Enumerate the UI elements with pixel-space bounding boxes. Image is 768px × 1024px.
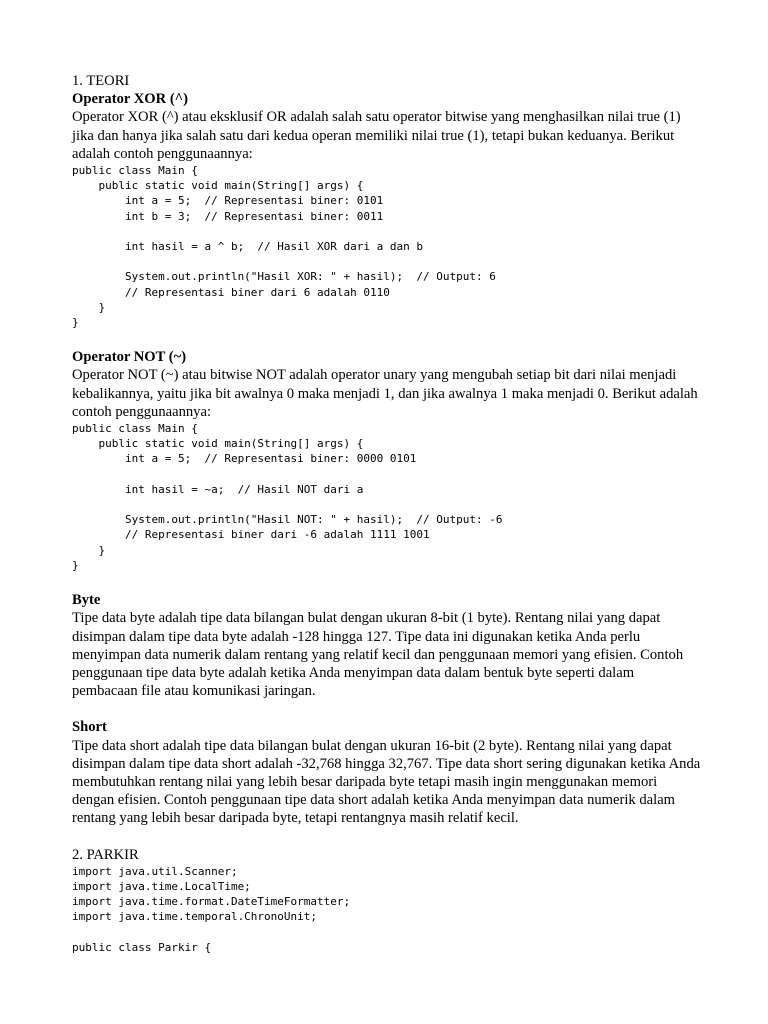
parkir-code-block: import java.util.Scanner; import java.time.LocalTime; import java.time.format.DateTimeFormatter; import java.time.temporal.ChronoUnit; public class Parkir { [72, 864, 351, 954]
document-page [72, 72, 702, 955]
xor-code-block: public class Main { public static void main(String[] args) { int a = 5; // Representasi biner: 0101 int b = 3; // Representasi biner: 0011 int hasil = a ^ b; // Hasil XOR dari a dan b System.out.println("Hasil XOR: " + hasil); // Output: 6 // Representasi biner dari 6 adalah 0110 } } [72, 164, 496, 330]
not-paragraph: Operator NOT (~) atau bitwise NOT adalah operator unary yang mengubah setiap bit dari nilai menjadi kebalikannya, yaitu jika bit awalnya 0 maka menjadi 1, dan jika awalnya 1 maka menjadi 0. Berikut adalah contoh penggunaannya: [72, 367, 698, 420]
spacer [72, 828, 702, 846]
short-paragraph: Tipe data short adalah tipe data bilangan bulat dengan ukuran 16-bit (2 byte). Rentang nilai yang dapat disimpan dalam tipe data short adalah -32,768 hingga 32,767. Tipe data short sering digunakan ketika Anda membutuhkan rentang nilai yang lebih besar daripada byte tetapi masih ingin menggunakan memori dengan efisien. Contoh penggunaan tipe data short adalah ketika Anda menyimpan data numerik dalam rentang yang lebih besar daripada byte, tetapi rentangnya masih relatif kecil. [72, 737, 701, 827]
not-code-block: public class Main { public static void main(String[] args) { int a = 5; // Representasi biner: 0000 0101 int hasil = ~a; // Hasil NOT dari a System.out.println("Hasil NOT: " + hasil); // Output: -6 // Representasi biner dari -6 adalah 1111 1001 } } [72, 422, 503, 572]
byte-title: Byte [72, 592, 101, 609]
spacer [72, 700, 702, 718]
spacer [72, 330, 702, 348]
xor-title: Operator XOR (^) [72, 91, 189, 108]
spacer [72, 573, 702, 591]
short-title: Short [72, 719, 107, 736]
byte-paragraph: Tipe data byte adalah tipe data bilangan bulat dengan ukuran 8-bit (1 byte). Rentang nilai yang dapat disimpan dalam tipe data byte adalah -128 hingga 127. Tipe data ini digunakan ketika Anda perlu menyimpan data numerik dalam rentang yang relatif kecil dan penggunaan memori yang efisien. Contoh penggunaan tipe data byte adalah ketika Anda menyimpan data dalam bentuk byte seperti dalam pembacaan file atau komunikasi jaringan. [72, 610, 684, 700]
xor-paragraph: Operator XOR (^) atau eksklusif OR adalah salah satu operator bitwise yang menghasilkan nilai true (1) jika dan hanya jika salah satu dari kedua operan memiliki nilai true (1), tetapi bukan keduanya. Berikut adalah contoh penggunaannya: [72, 109, 681, 162]
section-heading-teori: 1. TEORI [72, 73, 130, 89]
not-title: Operator NOT (~) [72, 349, 187, 366]
section-heading-parkir: 2. PARKIR [72, 846, 139, 863]
